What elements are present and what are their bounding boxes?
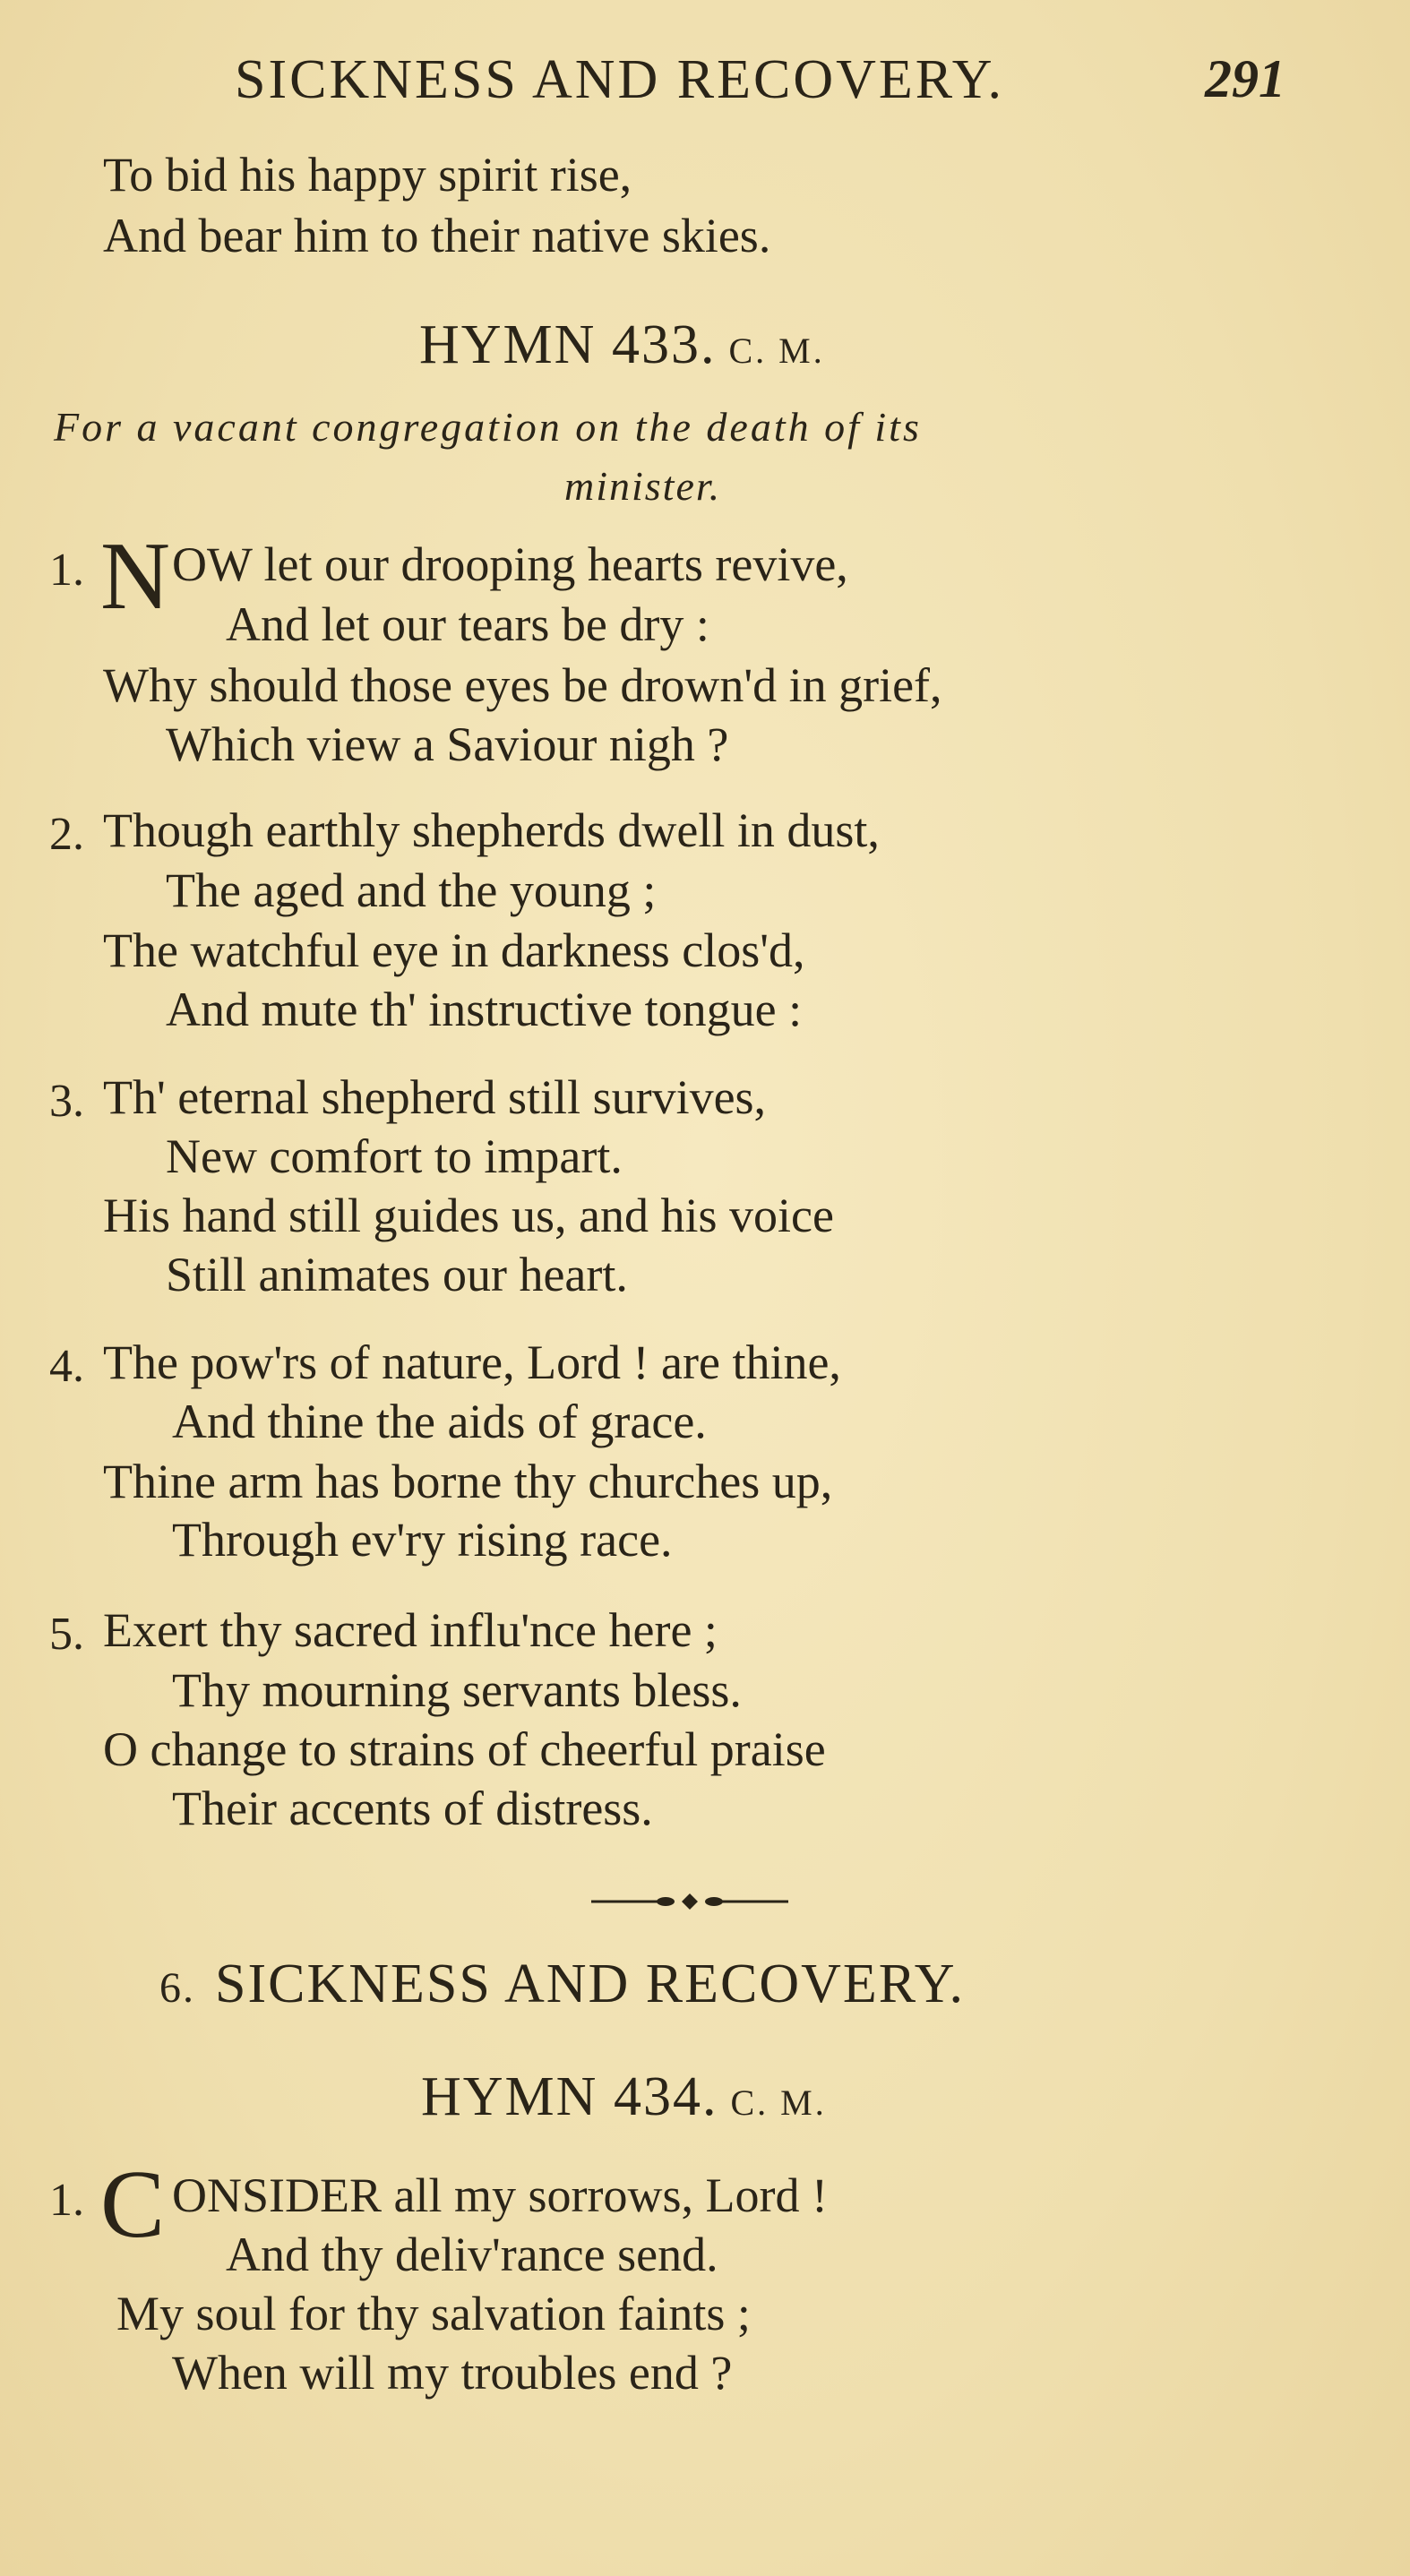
verse-line: And thy deliv'rance send. <box>226 2228 718 2281</box>
continuation-line-2: And bear him to their native skies. <box>103 209 771 262</box>
hymn-434-title <box>421 2065 827 2129</box>
ornament-divider-icon <box>587 1888 793 1915</box>
running-title: SICKNESS AND RECOVERY. <box>235 49 1004 110</box>
verse-line: His hand still guides us, and his voice <box>103 1189 834 1242</box>
verse-number: 5. <box>49 1609 84 1660</box>
verse-line: When will my troubles end ? <box>172 2346 733 2400</box>
continuation-line-1: To bid his happy spirit rise, <box>103 148 632 202</box>
verse-line: Th' eternal shepherd still survives, <box>103 1070 767 1124</box>
page-number: 291 <box>1205 49 1285 108</box>
verse-line: Their accents of distress. <box>172 1782 653 1835</box>
drop-cap: C <box>100 2151 166 2258</box>
verse-number: 1. <box>49 545 84 596</box>
hymn-433-subtitle-line-2: minister. <box>564 463 722 509</box>
verse-line: The pow'rs of nature, Lord ! are thine, <box>103 1335 841 1389</box>
verse-line: And mute th' instructive tongue : <box>166 983 803 1036</box>
hymn-433-meter: C. M. <box>728 331 825 371</box>
verse-line: New comfort to impart. <box>166 1129 623 1183</box>
verse-line: ONSIDER all my sorrows, Lord ! <box>172 2168 828 2222</box>
section-heading <box>159 1953 965 2016</box>
verse-line: Exert thy sacred influ'nce here ; <box>103 1603 718 1657</box>
verse-line: Though earthly shepherds dwell in dust, <box>103 803 880 857</box>
verse-line: Through ev'ry rising race. <box>172 1513 673 1567</box>
verse-line: Thy mourning servants bless. <box>172 1663 742 1717</box>
hymn-433-number: HYMN 433. <box>419 314 717 375</box>
verse-line: Thine arm has borne thy churches up, <box>103 1455 833 1508</box>
section-number: 6. <box>159 1964 195 2012</box>
verse-line: The watchful eye in darkness clos'd, <box>103 923 805 977</box>
hymn-434-number: HYMN 434. <box>421 2066 718 2127</box>
hymn-433-title <box>419 313 825 377</box>
hymn-434-meter: C. M. <box>730 2082 827 2123</box>
verse-number: 4. <box>49 1341 84 1392</box>
verse-line: Why should those eyes be drown'd in grief, <box>103 658 942 712</box>
verse-line: The aged and the young ; <box>166 863 657 917</box>
verse-number: 3. <box>49 1076 84 1127</box>
verse-number: 1. <box>49 2175 84 2226</box>
verse-line: OW let our drooping hearts revive, <box>172 537 848 591</box>
verse-line: Which view a Saviour nigh ? <box>166 717 729 771</box>
hymn-433-subtitle-line-1: For a vacant congregation on the death of its <box>54 404 922 450</box>
verse-line: And thine the aids of grace. <box>172 1395 707 1448</box>
verse-line: Still animates our heart. <box>166 1248 628 1301</box>
verse-line: My soul for thy salvation faints ; <box>116 2287 751 2340</box>
verse-line: O change to strains of cheerful praise <box>103 1722 826 1776</box>
drop-cap: N <box>100 523 170 630</box>
verse-line: And let our tears be dry : <box>226 597 709 651</box>
section-title: SICKNESS AND RECOVERY. <box>215 1953 965 2014</box>
verse-number: 2. <box>49 809 84 860</box>
